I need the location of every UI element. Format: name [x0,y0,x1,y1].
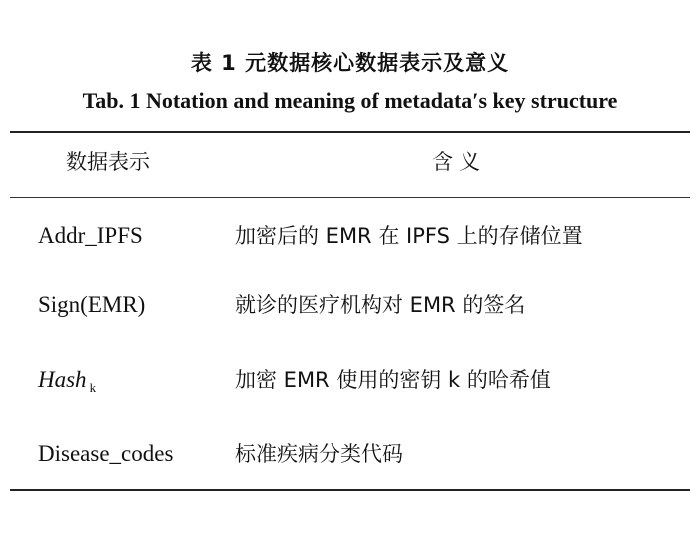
table-row [0,220,700,256]
meaning-cell: 加密 EMR 使用的密钥 k 的哈希值 [235,368,551,392]
table-caption-english: Tab. 1 Notation and meaning of metadata′s key structure [82,88,618,113]
notation-cell: Disease_codes [38,441,174,466]
meaning-cell: 就诊的医疗机构对 EMR 的签名 [235,293,526,317]
table-bottom-rule [10,489,690,491]
table-row [0,438,700,474]
notation-subscript: k [89,380,97,395]
table-row [0,289,700,325]
table-row [0,364,700,400]
meaning-cell: 标准疾病分类代码 [235,442,403,466]
notation-cell [38,364,96,404]
meaning-cell: 加密后的 EMR 在 IPFS 上的存储位置 [235,224,583,248]
table-top-rule [10,131,690,133]
notation-cell: Sign(EMR) [38,292,146,317]
table-header-rule [10,197,690,198]
notation-main: Hash [38,367,87,392]
table-caption-chinese: 表 1 元数据核心数据表示及意义 [190,51,510,75]
column-header-notation: 数据表示 [66,150,150,174]
notation-cell: Addr_IPFS [38,223,143,248]
column-header-meaning: 含义 [432,150,486,174]
